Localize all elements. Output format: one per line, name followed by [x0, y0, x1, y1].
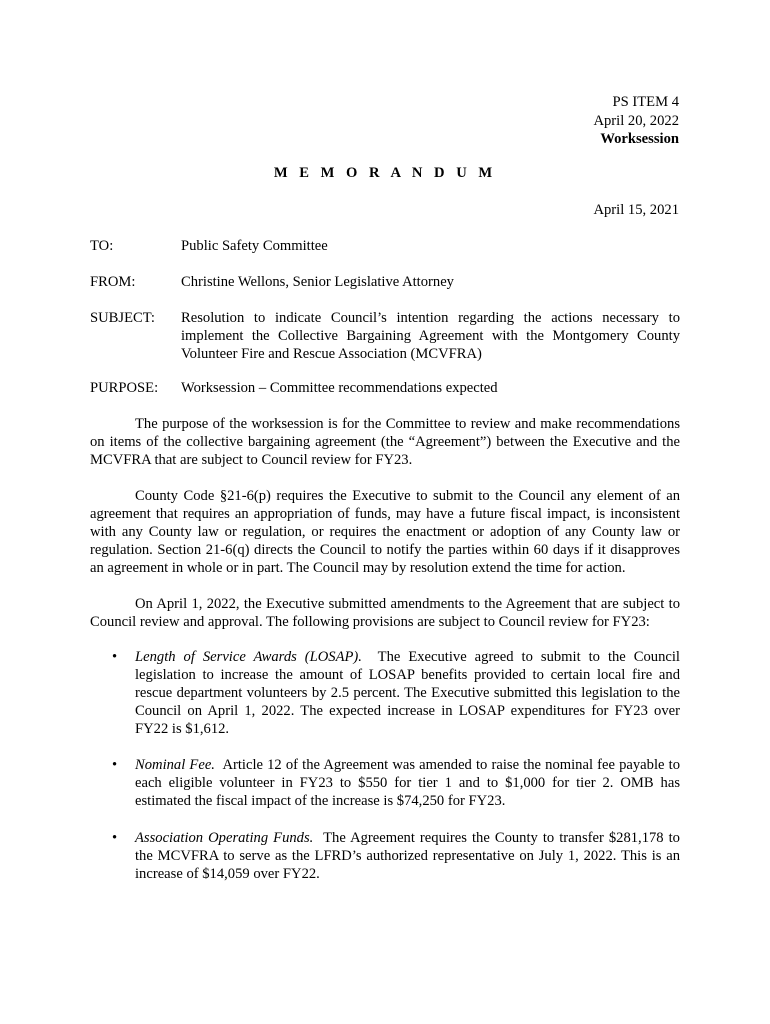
- from-value: Christine Wellons, Senior Legislative Attorney: [181, 274, 454, 290]
- header-block: [593, 93, 679, 149]
- list-item-body: [135, 756, 680, 810]
- purpose-value: Worksession – Committee recommendations expected: [181, 380, 498, 396]
- bullet-icon: •: [112, 830, 118, 846]
- to-label: TO:: [90, 238, 114, 254]
- list-item-body: [135, 829, 680, 883]
- paragraph-submission: On April 1, 2022, the Executive submitted amendments to the Agreement that are subject to Council review and approval. The following provisions are subject to Council review for FY23:: [90, 596, 680, 630]
- from-field: [90, 273, 680, 291]
- paragraph-purpose: The purpose of the worksession is for the Committee to review and make recommendations on items of the collective bargaining agreement (the “Agreement”) between the Executive and the MCVFRA that are subject to Council review for FY23.: [90, 416, 680, 468]
- paragraph-county-code: County Code §21-6(p) requires the Executive to submit to the Council any element of an agreement that requires an appropriation of funds, may have a future fiscal impact, is inconsistent with any County law or regulation, or requires the enactment or adoption of any County law or regulation. Section 21-6(q) directs the Council to notify the parties within 60 days if it disapproves an agreement in whole or in part. The Council may by resolution extend the time for action.: [90, 488, 680, 576]
- memo-date: April 15, 2021: [593, 202, 679, 218]
- meeting-date: April 20, 2022: [593, 112, 679, 129]
- bullet-icon: •: [112, 757, 118, 773]
- subject-value: Resolution to indicate Council’s intention regarding the actions necessary to implement the Collective Bargaining Agreement with the Montgomery County Volunteer Fire and Rescue Association (MCVFRA): [181, 310, 680, 362]
- list-item-heading: Nominal Fee.: [135, 757, 215, 773]
- list-item-body: [135, 648, 680, 738]
- list-item-text: The Agreement requires the County to transfer $281,178 to the MCVFRA to serve as the LFRD’s authorized representative on July 1, 2022. This is an increase of $14,059 over FY22.: [135, 830, 680, 882]
- memo-title: M E M O R A N D U M: [273, 165, 497, 181]
- list-item-text: Article 12 of the Agreement was amended to raise the nominal fee payable to each eligible volunteer in FY23 to $550 for tier 1 and to $1,000 for tier 2. OMB has estimated the fiscal impact of the increase is $74,250 for FY23.: [135, 757, 680, 809]
- to-field: [90, 237, 680, 255]
- to-value: Public Safety Committee: [181, 238, 328, 254]
- list-item-text: The Executive agreed to submit to the Council legislation to increase the amount of LOSAP benefits provided to certain local fire and rescue department volunteers by 2.5 percent. The Executive submitted this legislation to the Council on April 1, 2022. The expected increase in LOSAP expenditures for FY23 over FY22 is $1,612.: [135, 649, 680, 737]
- subject-label: SUBJECT:: [90, 310, 155, 326]
- subject-field: [90, 309, 680, 363]
- list-item-heading: Length of Service Awards (LOSAP).: [135, 649, 362, 665]
- bullet-icon: •: [112, 649, 118, 665]
- item-number: PS ITEM 4: [612, 94, 679, 110]
- session-type: Worksession: [600, 131, 679, 147]
- purpose-label: PURPOSE:: [90, 380, 159, 396]
- list-item-heading: Association Operating Funds.: [135, 830, 314, 846]
- from-label: FROM:: [90, 274, 136, 290]
- purpose-field: [90, 379, 680, 397]
